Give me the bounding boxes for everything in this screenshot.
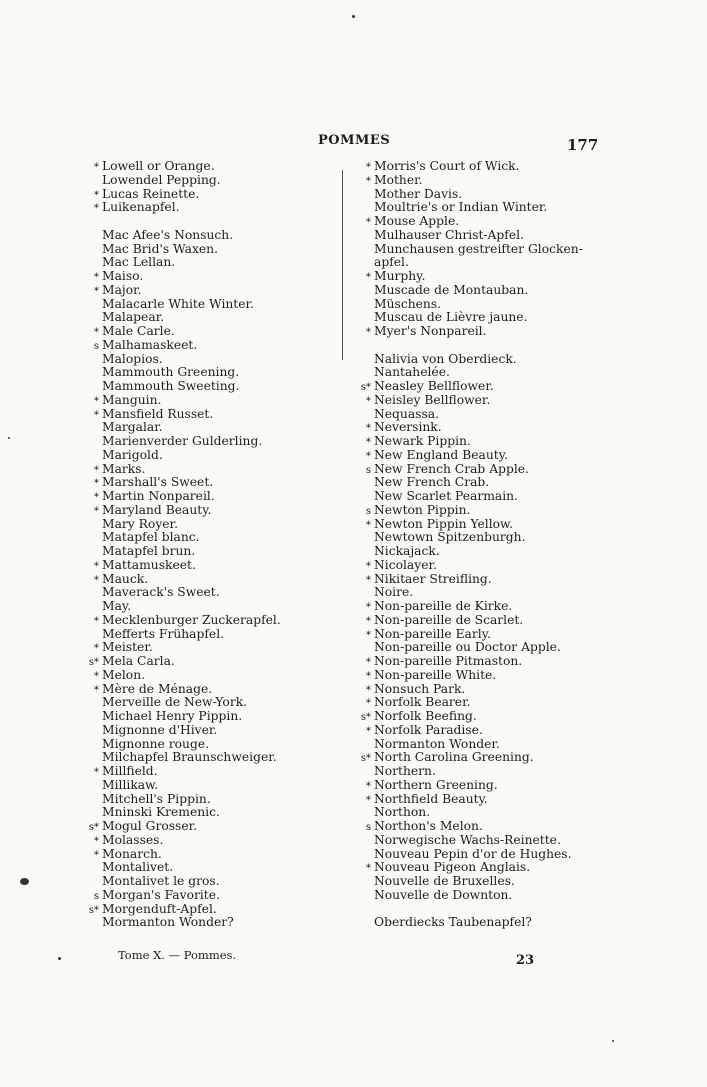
left-column bbox=[84, 160, 334, 930]
variety-mark: * bbox=[94, 327, 99, 338]
variety-entry bbox=[84, 449, 334, 463]
variety-name: Maiso. bbox=[102, 269, 144, 283]
variety-name: Marigold. bbox=[102, 447, 163, 462]
variety-entry bbox=[84, 545, 334, 559]
variety-entry bbox=[356, 683, 606, 697]
variety-entry bbox=[84, 641, 334, 655]
variety-entry bbox=[356, 861, 606, 875]
variety-name: Northern Greening. bbox=[374, 777, 498, 792]
variety-mark: * bbox=[366, 450, 371, 462]
variety-entry bbox=[84, 435, 334, 449]
variety-entry bbox=[84, 614, 334, 628]
variety-name: Müschens. bbox=[374, 296, 442, 311]
variety-entry bbox=[84, 848, 334, 862]
variety-name: Northfield Beauty. bbox=[374, 791, 488, 806]
variety-name: Margalar. bbox=[102, 420, 163, 435]
variety-entry bbox=[356, 174, 606, 188]
variety-mark: * bbox=[366, 780, 371, 792]
variety-entry bbox=[356, 765, 606, 779]
variety-name: Mecklenburger Zuckerapfel. bbox=[102, 612, 281, 627]
variety-name: Mother Davis. bbox=[374, 186, 463, 201]
variety-mark: * bbox=[366, 698, 371, 710]
variety-entry bbox=[84, 710, 334, 724]
variety-mark: * bbox=[366, 670, 371, 682]
variety-entry bbox=[84, 504, 334, 518]
variety-name: Montalivet. bbox=[102, 860, 174, 875]
variety-name: Matapfel brun. bbox=[102, 544, 196, 558]
variety-name: Murphy. bbox=[374, 269, 426, 283]
variety-entry bbox=[356, 298, 606, 312]
variety-entry bbox=[84, 339, 334, 353]
variety-name: Monarch. bbox=[102, 846, 162, 861]
variety-mark: * bbox=[366, 217, 371, 228]
variety-name: Malhamaskeet. bbox=[102, 337, 198, 352]
variety-entry bbox=[84, 738, 334, 752]
variety-name: Newark Pippin. bbox=[374, 434, 471, 448]
variety-name: Normanton Wonder. bbox=[374, 736, 500, 751]
variety-entry bbox=[356, 366, 606, 380]
variety-entry bbox=[84, 421, 334, 435]
variety-name: Mitchell's Pippin. bbox=[102, 791, 211, 806]
variety-entry bbox=[356, 325, 606, 339]
variety-name: Nouvelle de Downton. bbox=[374, 887, 513, 902]
variety-mark: * bbox=[94, 670, 99, 682]
variety-mark: * bbox=[94, 643, 99, 655]
variety-name: Mignonne d'Hiver. bbox=[102, 722, 218, 737]
variety-name: Mac Afee's Nonsuch. bbox=[102, 227, 234, 242]
variety-name: Marienverder Gulderling. bbox=[102, 434, 263, 448]
variety-entry bbox=[356, 518, 606, 532]
variety-entry bbox=[84, 861, 334, 875]
variety-mark: s bbox=[365, 464, 371, 476]
variety-name: Nouveau Pepin d'or de Hughes. bbox=[374, 846, 572, 861]
variety-name: New England Beauty. bbox=[374, 447, 508, 462]
variety-entry bbox=[84, 366, 334, 380]
variety-mark: s* bbox=[88, 657, 99, 668]
variety-entry bbox=[356, 421, 606, 435]
variety-mark: * bbox=[366, 162, 371, 173]
variety-name: Munchausen gestreifter Glocken- bbox=[374, 241, 583, 256]
variety-name: Mac Lellan. bbox=[102, 255, 176, 270]
variety-mark: * bbox=[366, 684, 371, 696]
variety-entry bbox=[84, 408, 334, 422]
variety-name: Nouveau Pigeon Anglais. bbox=[374, 860, 531, 875]
variety-mark: * bbox=[94, 574, 99, 586]
ink-speck bbox=[20, 878, 29, 885]
variety-name: Nickajack. bbox=[374, 544, 440, 558]
variety-name: Lucas Reinette. bbox=[102, 186, 200, 201]
variety-entry bbox=[84, 696, 334, 710]
variety-entry bbox=[84, 724, 334, 738]
ink-speck bbox=[58, 957, 61, 960]
variety-entry bbox=[356, 504, 606, 518]
variety-name: Muscau de Lièvre jaune. bbox=[374, 310, 528, 325]
variety-name: Mouse Apple. bbox=[374, 214, 460, 228]
variety-name: Maverack's Sweet. bbox=[102, 585, 220, 600]
variety-entry bbox=[356, 490, 606, 504]
variety-mark: * bbox=[94, 560, 99, 572]
variety-entry bbox=[356, 380, 606, 394]
variety-entry bbox=[84, 916, 334, 930]
variety-entry bbox=[356, 696, 606, 710]
variety-mark: * bbox=[366, 629, 371, 641]
variety-mark: * bbox=[94, 615, 99, 627]
variety-entry bbox=[356, 160, 606, 174]
variety-name: Norwegische Wachs-Reinette. bbox=[374, 832, 561, 847]
variety-mark: s* bbox=[88, 904, 99, 916]
page-number: 177 bbox=[567, 136, 599, 154]
variety-name: Morgan's Favorite. bbox=[102, 887, 220, 902]
variety-name: Malapear. bbox=[102, 310, 165, 325]
variety-name: Oberdiecks Taubenapfel? bbox=[374, 915, 532, 930]
variety-entry bbox=[356, 751, 606, 765]
variety-name: Meister. bbox=[102, 640, 153, 655]
variety-entry bbox=[356, 779, 606, 793]
variety-mark: * bbox=[94, 203, 99, 215]
variety-entry bbox=[84, 889, 334, 903]
ink-speck bbox=[352, 15, 355, 18]
section-gap bbox=[84, 215, 334, 229]
variety-entry bbox=[84, 573, 334, 587]
variety-name: Northon. bbox=[374, 805, 431, 820]
variety-entry bbox=[356, 476, 606, 490]
variety-entry bbox=[84, 243, 334, 257]
variety-mark: * bbox=[366, 602, 371, 613]
variety-entry bbox=[84, 311, 334, 325]
variety-entry bbox=[84, 325, 334, 339]
variety-entry bbox=[84, 463, 334, 477]
variety-entry bbox=[356, 449, 606, 463]
variety-entry bbox=[356, 889, 606, 903]
variety-entry bbox=[84, 765, 334, 779]
section-gap bbox=[356, 339, 606, 353]
variety-mark: * bbox=[94, 285, 99, 297]
variety-mark: * bbox=[94, 684, 99, 696]
variety-name: Non-pareille Pitmaston. bbox=[374, 654, 523, 668]
variety-mark: s* bbox=[360, 712, 371, 723]
variety-entry bbox=[356, 435, 606, 449]
variety-entry bbox=[356, 628, 606, 642]
variety-name: Non-pareille ou Doctor Apple. bbox=[374, 640, 561, 655]
variety-name: Norfolk Paradise. bbox=[374, 722, 483, 737]
variety-mark: s* bbox=[360, 753, 371, 765]
variety-name: Lowendel Pepping. bbox=[102, 172, 221, 187]
variety-name: Mammouth Greening. bbox=[102, 365, 240, 380]
variety-name: Northon's Melon. bbox=[374, 819, 483, 833]
variety-name: New Scarlet Pearmain. bbox=[374, 489, 519, 503]
variety-name: Luikenapfel. bbox=[102, 200, 180, 215]
variety-mark: s bbox=[93, 340, 99, 352]
variety-entry bbox=[356, 284, 606, 298]
variety-name: Mauck. bbox=[102, 571, 149, 586]
variety-entry bbox=[84, 256, 334, 270]
variety-entry bbox=[84, 655, 334, 669]
variety-entry bbox=[356, 573, 606, 587]
variety-name: New French Crab. bbox=[374, 475, 490, 490]
variety-name: Mulhauser Christ-Apfel. bbox=[374, 227, 524, 242]
variety-entry bbox=[356, 188, 606, 202]
variety-entry bbox=[84, 188, 334, 202]
variety-name: Michael Henry Pippin. bbox=[102, 709, 243, 723]
variety-name: Martin Nonpareil. bbox=[102, 489, 215, 503]
variety-name: Nikitaer Streifling. bbox=[374, 571, 492, 586]
variety-entry bbox=[84, 628, 334, 642]
variety-name: Mac Brid's Waxen. bbox=[102, 241, 218, 256]
variety-entry bbox=[84, 476, 334, 490]
variety-entry bbox=[84, 820, 334, 834]
variety-entry bbox=[356, 531, 606, 545]
variety-name: Malacarle White Winter. bbox=[102, 296, 254, 311]
variety-entry bbox=[356, 394, 606, 408]
variety-entry bbox=[356, 229, 606, 243]
variety-name: Mammouth Sweeting. bbox=[102, 379, 240, 393]
variety-mark: * bbox=[366, 615, 371, 627]
ink-speck bbox=[8, 437, 10, 439]
variety-name: Non-pareille Early. bbox=[374, 626, 491, 641]
variety-name: Montalivet le gros. bbox=[102, 874, 220, 888]
variety-entry bbox=[356, 408, 606, 422]
variety-name: Millikaw. bbox=[102, 777, 159, 792]
variety-entry bbox=[84, 793, 334, 807]
ink-speck bbox=[612, 1040, 614, 1042]
variety-name: Maryland Beauty. bbox=[102, 502, 212, 517]
variety-entry bbox=[84, 160, 334, 174]
variety-mark: * bbox=[94, 162, 99, 173]
variety-entry bbox=[356, 243, 606, 257]
variety-entry bbox=[356, 793, 606, 807]
variety-mark: * bbox=[366, 175, 371, 187]
variety-name: Mignonne rouge. bbox=[102, 736, 210, 751]
variety-entry bbox=[356, 545, 606, 559]
variety-mark: * bbox=[94, 478, 99, 490]
variety-entry bbox=[356, 463, 606, 477]
variety-name: Mninski Kremenic. bbox=[102, 805, 220, 820]
variety-mark: * bbox=[366, 437, 371, 448]
variety-mark: s bbox=[93, 890, 99, 902]
variety-name: Nonsuch Park. bbox=[374, 681, 466, 696]
variety-entry bbox=[84, 586, 334, 600]
variety-entry bbox=[356, 655, 606, 669]
variety-name: Neasley Bellflower. bbox=[374, 379, 494, 393]
variety-entry bbox=[84, 284, 334, 298]
variety-name: Noire. bbox=[374, 585, 414, 600]
variety-mark: * bbox=[366, 423, 371, 435]
variety-mark: * bbox=[366, 863, 371, 875]
variety-entry bbox=[356, 353, 606, 367]
variety-entry bbox=[356, 848, 606, 862]
variety-name: Newtown Spitzenburgh. bbox=[374, 530, 526, 545]
variety-mark: * bbox=[366, 519, 371, 531]
variety-entry bbox=[84, 806, 334, 820]
variety-mark: * bbox=[94, 849, 99, 861]
variety-entry bbox=[84, 834, 334, 848]
variety-mark: * bbox=[94, 272, 99, 283]
variety-mark: * bbox=[366, 794, 371, 806]
variety-name: Milchapfel Braunschweiger. bbox=[102, 750, 277, 765]
variety-name: Mattamuskeet. bbox=[102, 557, 196, 572]
variety-entry bbox=[84, 229, 334, 243]
variety-name: Norfolk Bearer. bbox=[374, 695, 471, 710]
variety-entry bbox=[84, 490, 334, 504]
variety-name: Mogul Grosser. bbox=[102, 819, 198, 833]
variety-mark: * bbox=[94, 395, 99, 407]
variety-name: Norfolk Beefing. bbox=[374, 709, 477, 723]
variety-name: Mela Carla. bbox=[102, 654, 175, 668]
variety-mark: s bbox=[365, 505, 371, 517]
variety-entry bbox=[84, 531, 334, 545]
variety-name: Matapfel blanc. bbox=[102, 530, 200, 545]
variety-entry bbox=[356, 586, 606, 600]
variety-mark: s* bbox=[360, 382, 371, 393]
variety-name: Male Carle. bbox=[102, 324, 175, 338]
variety-name: New French Crab Apple. bbox=[374, 461, 529, 476]
variety-entry bbox=[84, 559, 334, 573]
variety-name: Malopios. bbox=[102, 351, 163, 366]
variety-name: Moultrie's or Indian Winter. bbox=[374, 200, 548, 215]
variety-entry bbox=[356, 614, 606, 628]
variety-mark: * bbox=[366, 560, 371, 572]
column-rule bbox=[342, 170, 343, 360]
variety-name: Mère de Ménage. bbox=[102, 681, 213, 696]
variety-entry bbox=[356, 215, 606, 229]
right-column bbox=[356, 160, 606, 930]
variety-mark: * bbox=[94, 492, 99, 503]
section-gap bbox=[356, 903, 606, 917]
variety-mark: s* bbox=[88, 822, 99, 833]
variety-name: Molasses. bbox=[102, 832, 164, 847]
variety-mark: * bbox=[366, 272, 371, 283]
variety-entry bbox=[356, 600, 606, 614]
variety-entry bbox=[84, 669, 334, 683]
variety-mark: * bbox=[94, 464, 99, 476]
variety-name: Non-pareille de Kirke. bbox=[374, 599, 513, 613]
variety-name: Nalivia von Oberdieck. bbox=[374, 351, 517, 366]
variety-name: Nouvelle de Bruxelles. bbox=[374, 874, 515, 888]
variety-name: Newton Pippin Yellow. bbox=[374, 516, 514, 531]
variety-name: Manguin. bbox=[102, 392, 162, 407]
variety-mark: * bbox=[94, 189, 99, 201]
variety-name: Mansfield Russet. bbox=[102, 406, 214, 421]
variety-mark: * bbox=[94, 409, 99, 421]
variety-name: Millfield. bbox=[102, 764, 158, 778]
variety-name: Neversink. bbox=[374, 420, 442, 435]
variety-name: Marks. bbox=[102, 461, 146, 476]
variety-entry bbox=[84, 875, 334, 889]
variety-mark: * bbox=[94, 835, 99, 847]
variety-entry bbox=[356, 201, 606, 215]
variety-name: apfel. bbox=[374, 255, 409, 270]
variety-entry bbox=[84, 683, 334, 697]
variety-name: Merveille de New-York. bbox=[102, 695, 248, 710]
variety-entry bbox=[356, 916, 606, 930]
variety-mark: * bbox=[366, 395, 371, 407]
variety-mark: * bbox=[94, 505, 99, 517]
variety-entry bbox=[84, 600, 334, 614]
variety-name: Muscade de Montauban. bbox=[374, 282, 529, 297]
variety-entry bbox=[356, 669, 606, 683]
variety-entry bbox=[84, 779, 334, 793]
variety-name: Mother. bbox=[374, 172, 423, 187]
variety-name: Northern. bbox=[374, 764, 436, 778]
variety-name: Non-pareille White. bbox=[374, 667, 497, 682]
variety-mark: s bbox=[365, 822, 371, 833]
variety-name: Morris's Court of Wick. bbox=[374, 159, 520, 173]
variety-entry bbox=[356, 724, 606, 738]
variety-entry bbox=[84, 394, 334, 408]
variety-name: Nantahelée. bbox=[374, 365, 450, 380]
variety-name: North Carolina Greening. bbox=[374, 750, 534, 765]
variety-name: Morgenduft-Apfel. bbox=[102, 901, 217, 916]
variety-entry bbox=[84, 751, 334, 765]
variety-name: Mary Royer. bbox=[102, 516, 178, 531]
variety-name: Myer's Nonpareil. bbox=[374, 324, 487, 338]
variety-entry bbox=[84, 201, 334, 215]
variety-entry bbox=[356, 834, 606, 848]
variety-mark: * bbox=[94, 767, 99, 778]
variety-name: Major. bbox=[102, 282, 142, 297]
variety-entry bbox=[84, 380, 334, 394]
variety-entry bbox=[356, 311, 606, 325]
printer-signature-mark: 23 bbox=[516, 953, 535, 968]
variety-mark: * bbox=[366, 327, 371, 338]
variety-name: Mefferts Frühapfel. bbox=[102, 626, 225, 641]
variety-name: Non-pareille de Scarlet. bbox=[374, 612, 524, 627]
variety-name: Neisley Bellflower. bbox=[374, 392, 491, 407]
variety-entry bbox=[356, 641, 606, 655]
variety-entry bbox=[84, 270, 334, 284]
variety-name: Lowell or Orange. bbox=[102, 159, 215, 173]
variety-name: May. bbox=[102, 599, 132, 613]
variety-name: Newton Pippin. bbox=[374, 502, 471, 517]
variety-entry bbox=[356, 820, 606, 834]
running-title: POMMES bbox=[318, 133, 391, 148]
variety-name: Mormanton Wonder? bbox=[102, 915, 234, 930]
footer-volume-note: Tome X. — Pommes. bbox=[118, 948, 237, 962]
variety-mark: * bbox=[366, 725, 371, 737]
variety-mark: * bbox=[366, 574, 371, 586]
variety-mark: * bbox=[366, 657, 371, 668]
variety-entry bbox=[356, 270, 606, 284]
variety-entry bbox=[84, 174, 334, 188]
variety-name: Nequassa. bbox=[374, 406, 440, 421]
variety-entry bbox=[356, 806, 606, 820]
variety-entry bbox=[84, 298, 334, 312]
variety-name: Nicolayer. bbox=[374, 557, 437, 572]
variety-entry bbox=[356, 710, 606, 724]
variety-name: Marshall's Sweet. bbox=[102, 475, 214, 490]
variety-entry bbox=[84, 903, 334, 917]
variety-entry bbox=[356, 738, 606, 752]
variety-entry bbox=[356, 559, 606, 573]
variety-entry bbox=[356, 875, 606, 889]
variety-entry bbox=[356, 256, 606, 270]
variety-entry bbox=[84, 353, 334, 367]
variety-entry bbox=[84, 518, 334, 532]
variety-name: Melon. bbox=[102, 667, 146, 682]
